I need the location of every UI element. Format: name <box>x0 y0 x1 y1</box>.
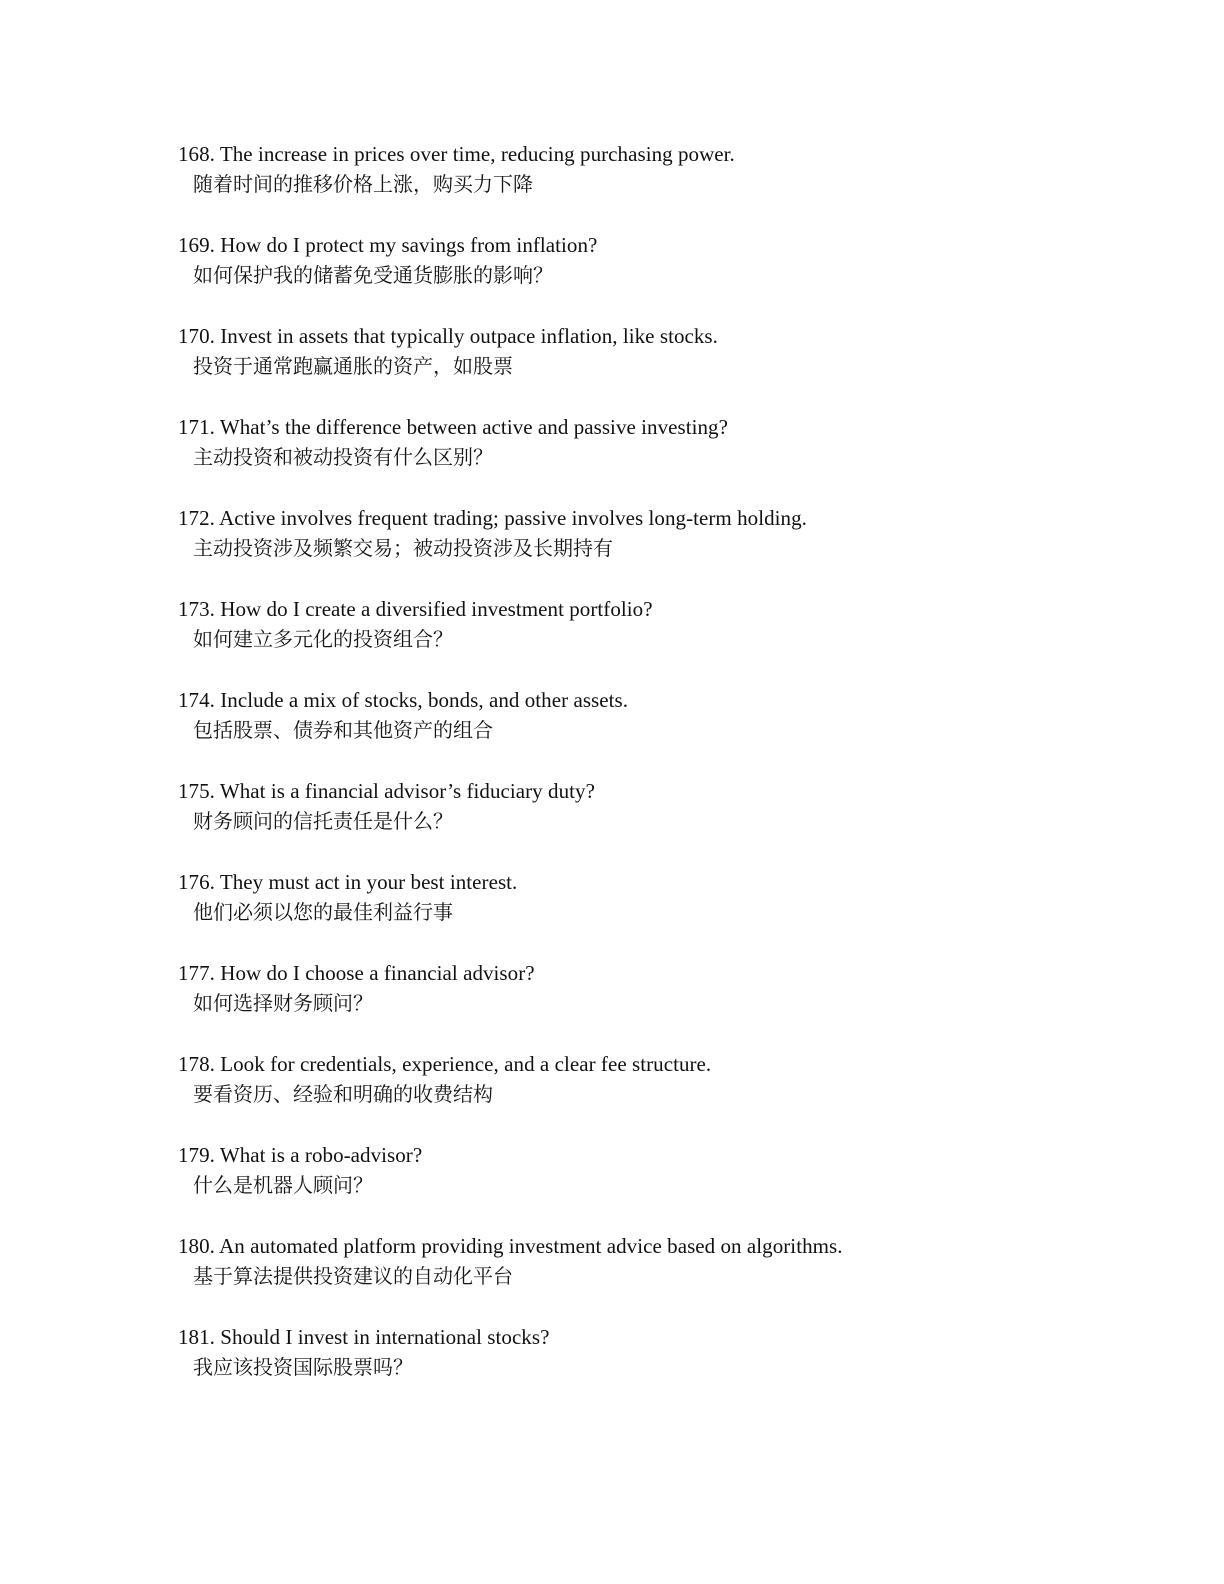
chinese-line: 要看资历、经验和明确的收费结构 <box>193 1082 493 1106</box>
qa-entry-168 <box>178 139 1098 230</box>
english-line: 173. How do I create a diversified investment portfolio? <box>178 597 653 621</box>
qa-entry-179 <box>178 1140 1098 1231</box>
chinese-line: 随着时间的推移价格上涨，购买力下降 <box>193 172 533 196</box>
chinese-line: 投资于通常跑赢通胀的资产，如股票 <box>193 354 513 378</box>
english-line: 178. Look for credentials, experience, and a clear fee structure. <box>178 1052 712 1076</box>
chinese-line: 主动投资涉及频繁交易；被动投资涉及长期持有 <box>193 536 613 560</box>
qa-entry-171 <box>178 412 1098 503</box>
chinese-line: 我应该投资国际股票吗？ <box>193 1355 413 1379</box>
english-line: 172. Active involves frequent trading; passive involves long-term holding. <box>178 506 807 530</box>
chinese-line: 什么是机器人顾问？ <box>193 1173 373 1197</box>
qa-entry-180 <box>178 1231 1098 1322</box>
chinese-line: 财务顾问的信托责任是什么？ <box>193 809 453 833</box>
english-line: 170. Invest in assets that typically outpace inflation, like stocks. <box>178 324 718 348</box>
qa-entry-173 <box>178 594 1098 685</box>
english-line: 177. How do I choose a financial advisor? <box>178 961 535 985</box>
qa-list <box>178 139 1098 1413</box>
english-line: 181. Should I invest in international stocks? <box>178 1325 550 1349</box>
english-line: 175. What is a financial advisor’s fiduciary duty? <box>178 779 595 803</box>
english-line: 168. The increase in prices over time, reducing purchasing power. <box>178 142 735 166</box>
english-line: 176. They must act in your best interest. <box>178 870 518 894</box>
qa-entry-172 <box>178 503 1098 594</box>
chinese-line: 他们必须以您的最佳利益行事 <box>193 900 453 924</box>
qa-entry-175 <box>178 776 1098 867</box>
chinese-line: 基于算法提供投资建议的自动化平台 <box>193 1264 513 1288</box>
chinese-line: 主动投资和被动投资有什么区别？ <box>193 445 493 469</box>
english-line: 171. What’s the difference between active and passive investing? <box>178 415 728 439</box>
english-line: 169. How do I protect my savings from inflation? <box>178 233 598 257</box>
qa-entry-174 <box>178 685 1098 776</box>
english-line: 174. Include a mix of stocks, bonds, and other assets. <box>178 688 629 712</box>
qa-entry-177 <box>178 958 1098 1049</box>
qa-entry-170 <box>178 321 1098 412</box>
chinese-line: 如何选择财务顾问？ <box>193 991 373 1015</box>
chinese-line: 如何建立多元化的投资组合？ <box>193 627 453 651</box>
qa-entry-176 <box>178 867 1098 958</box>
chinese-line: 如何保护我的储蓄免受通货膨胀的影响？ <box>193 263 553 287</box>
qa-entry-169 <box>178 230 1098 321</box>
chinese-line: 包括股票、债券和其他资产的组合 <box>193 718 493 742</box>
qa-entry-181 <box>178 1322 1098 1413</box>
english-line: 180. An automated platform providing investment advice based on algorithms. <box>178 1234 843 1258</box>
english-line: 179. What is a robo-advisor? <box>178 1143 423 1167</box>
qa-entry-178 <box>178 1049 1098 1140</box>
